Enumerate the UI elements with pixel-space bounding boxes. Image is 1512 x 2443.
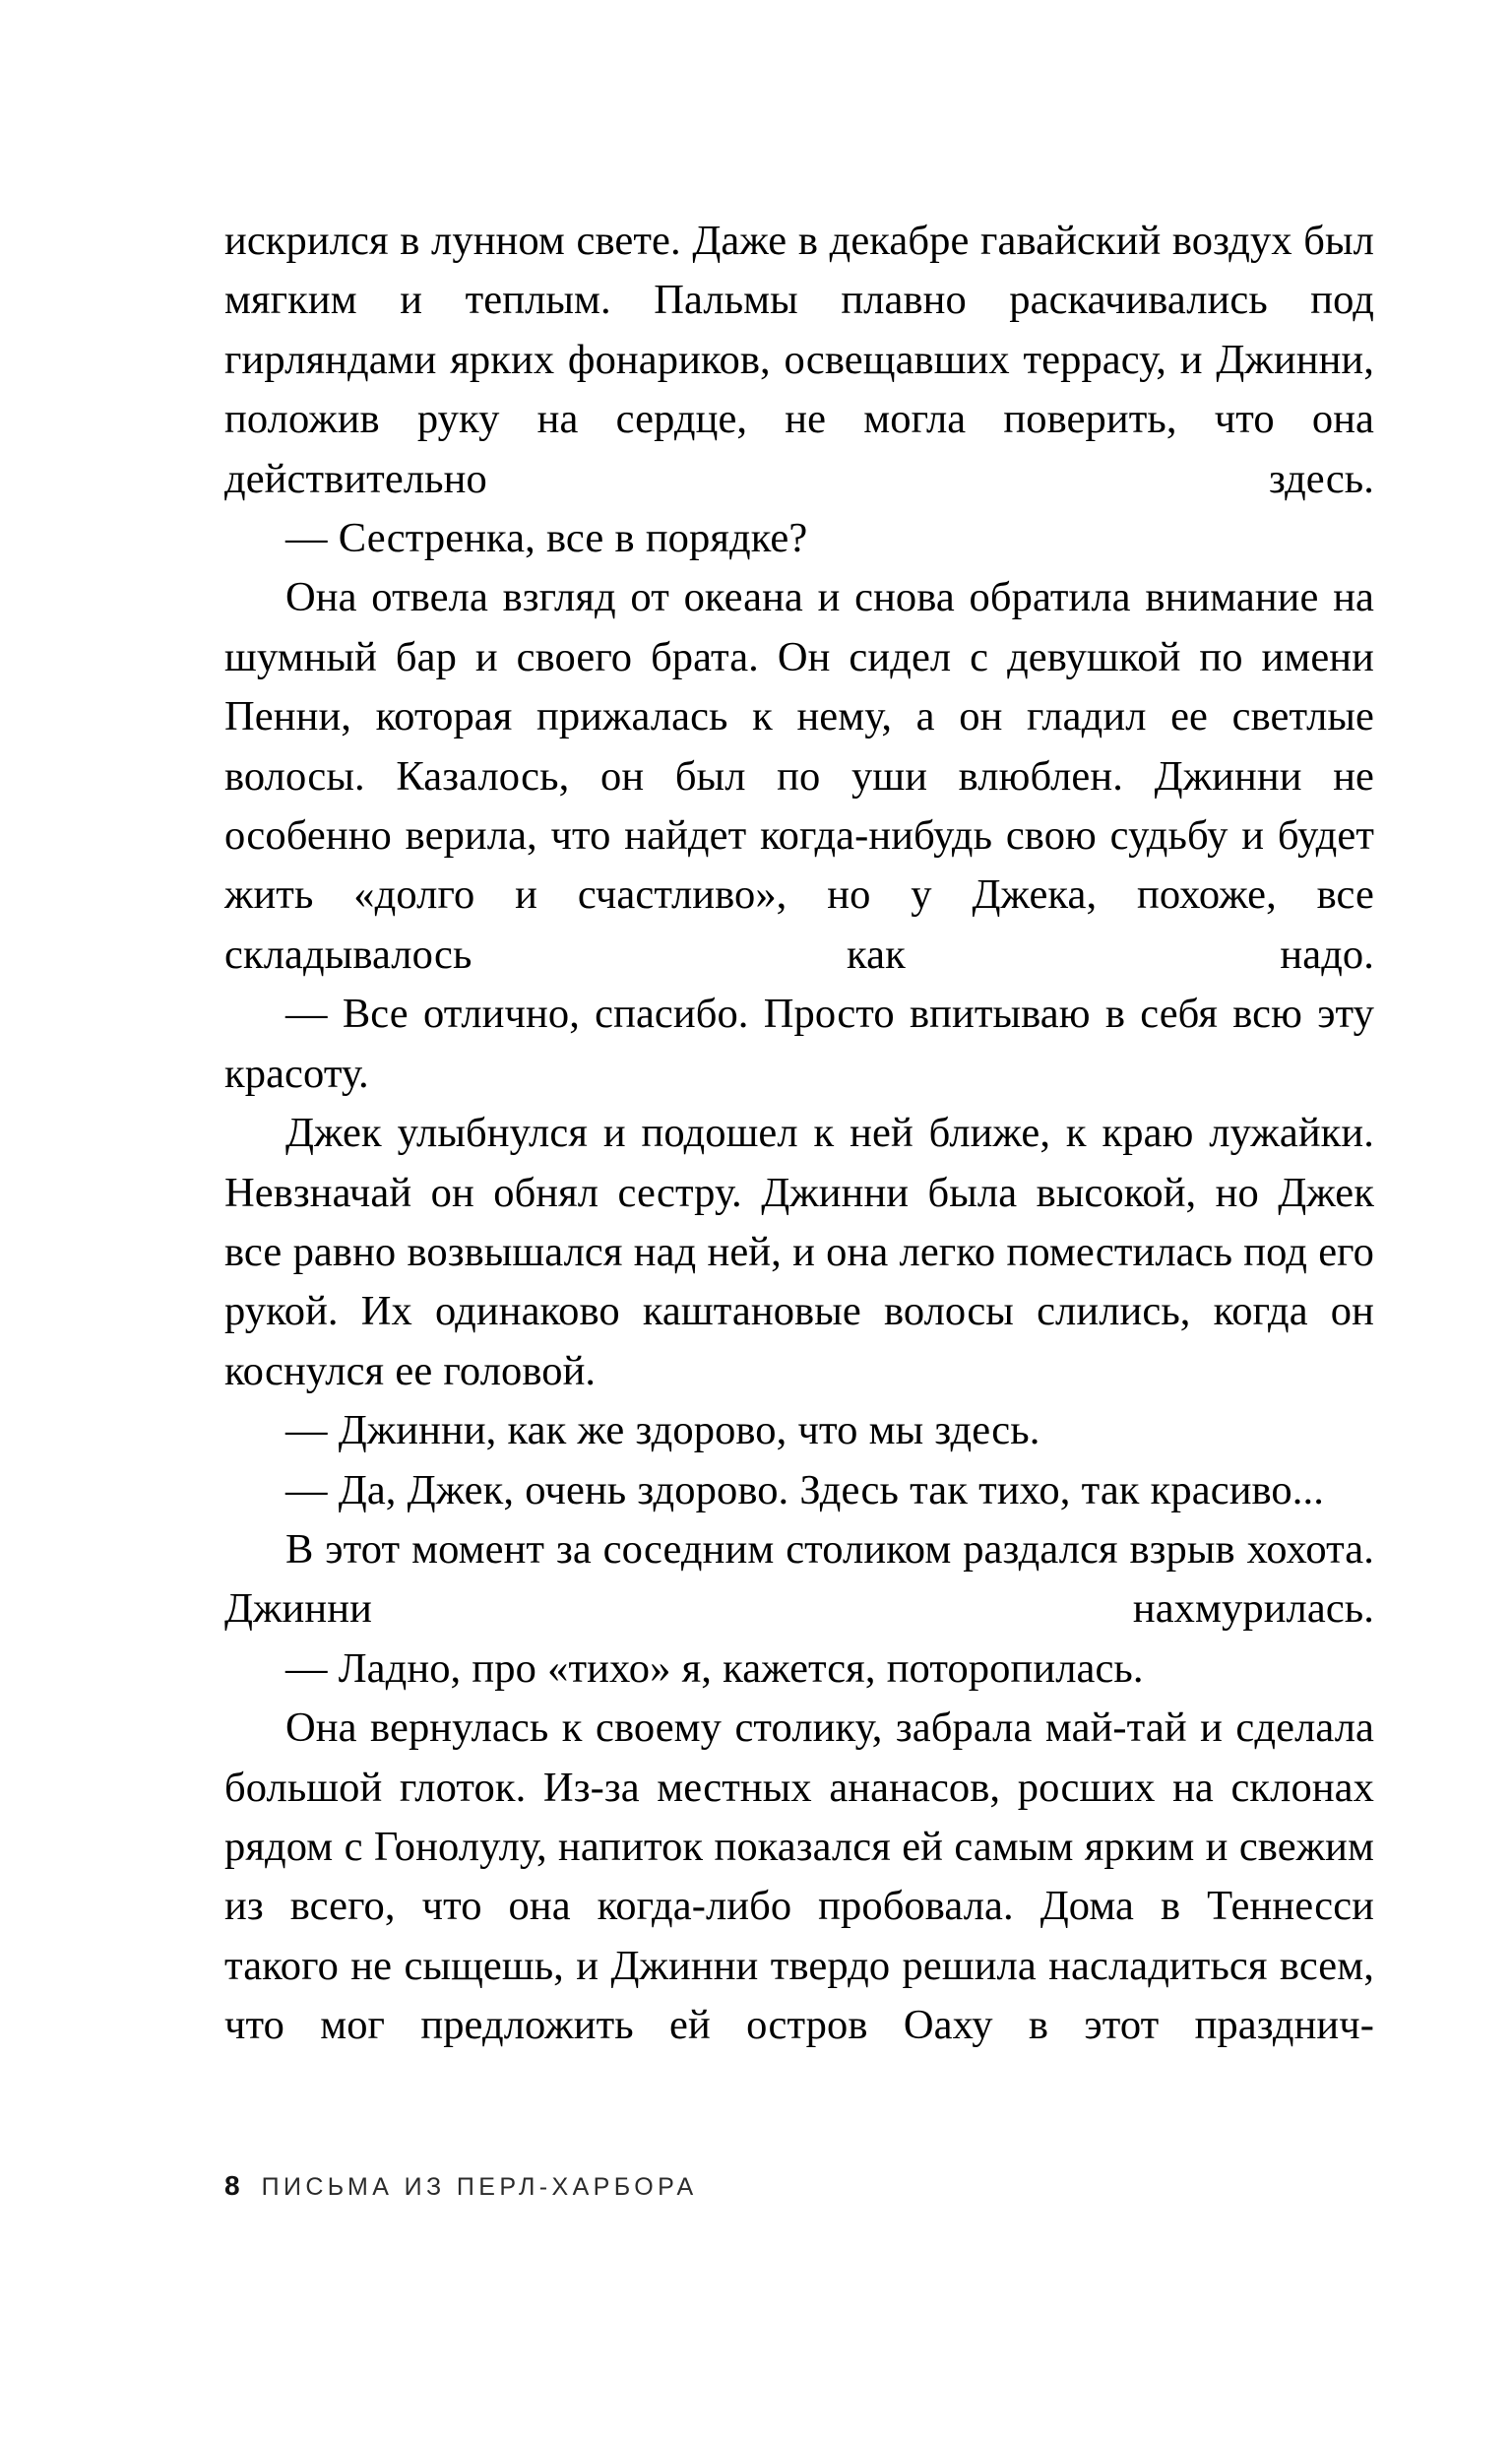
page-text-block bbox=[224, 212, 1374, 2056]
paragraph: Она вернулась к своему столику, забрала май-тай и сделала большой глоток. Из-за местных ананасов, росших на склонах рядом с Гонолулу, напиток показался ей самым ярким и свежим из всего, что она когда-либо пробовала. Дома в Теннесси такого не сыщешь, и Джинни твердо решила насладиться всем, что мог предложить ей остров Оаху в этот празднич- bbox=[224, 1704, 1374, 2049]
paragraph-dialogue: — Джинни, как же здорово, что мы здесь. bbox=[285, 1407, 1040, 1454]
paragraph-dialogue: — Сестренка, все в порядке? bbox=[285, 515, 808, 562]
page-number: 8 bbox=[224, 2170, 240, 2201]
paragraph: В этот момент за соседним столиком раздался взрыв хохота. Джинни нахмурилась. bbox=[224, 1525, 1374, 1633]
paragraph: Джек улыбнулся и подошел к ней ближе, к краю лужайки. Невзначай он обнял сестру. Джинни была высокой, но Джек все равно возвышался над ней, и она легко поместилась под его рукой. Их одинаково каштановые волосы слились, когда он коснулся ее головой. bbox=[224, 1110, 1374, 1394]
running-head-title: ПИСЬМА ИЗ ПЕРЛ-ХАРБОРА bbox=[261, 2173, 698, 2201]
paragraph: Она отвела взгляд от океана и снова обратила внимание на шумный бар и своего брата. Он сидел с девушкой по имени Пенни, которая прижалась к нему, а он гладил ее светлые волосы. Казалось, он был по уши влюблен. Джинни не особенно верила, что найдет когда-нибудь свою судьбу и будет жить «долго и счастливо», но у Джека, похоже, все складывалось как надо. bbox=[224, 574, 1374, 978]
paragraph: искрился в лунном свете. Даже в декабре гавайский воздух был мягким и теплым. Пальмы плавно раскачивались под гирляндами ярких фонариков, освещавших террасу, и Джинни, положив руку на сердце, не могла поверить, что она действительно здесь. bbox=[224, 218, 1374, 502]
paragraph-dialogue: — Да, Джек, очень здорово. Здесь так тихо, так красиво... bbox=[285, 1466, 1324, 1513]
paragraph-dialogue: — Ладно, про «тихо» я, кажется, поторопилась. bbox=[285, 1644, 1144, 1692]
paragraph-dialogue: — Все отлично, спасибо. Просто впитываю в себя всю эту красоту. bbox=[224, 991, 1374, 1097]
page-footer bbox=[224, 2171, 1374, 2202]
